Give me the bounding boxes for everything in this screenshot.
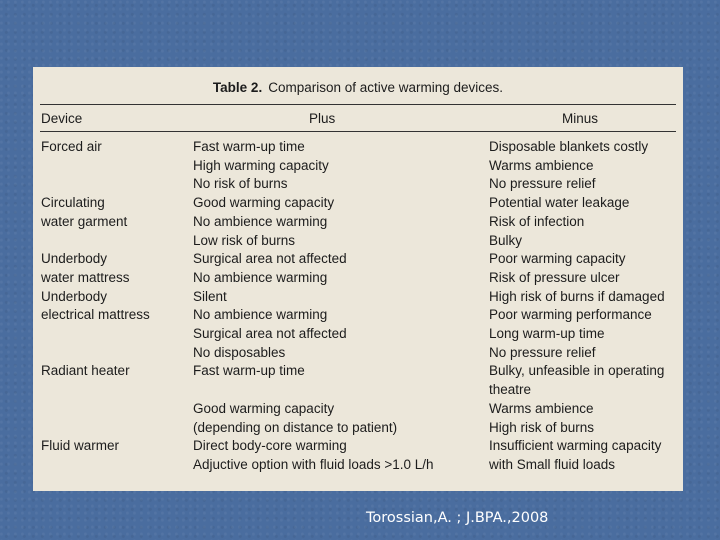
- minus-cell: High risk of burns: [489, 419, 595, 435]
- plus-cell: No ambience warming: [193, 269, 328, 285]
- plus-cell: Good warming capacity: [193, 195, 335, 211]
- plus-cell: Surgical area not affected: [193, 326, 347, 341]
- table-label: Table 2.: [212, 80, 263, 95]
- minus-cell: Warms ambience: [489, 157, 594, 173]
- plus-cell: Surgical area not affected: [193, 251, 347, 267]
- minus-cell: High risk of burns if damaged: [489, 288, 665, 304]
- device-cell: water mattress: [41, 269, 130, 285]
- device-cell: Radiant heater: [41, 363, 130, 379]
- minus-cell: Poor warming performance: [489, 307, 652, 323]
- header-plus: Plus: [309, 111, 336, 126]
- header-device: Device: [41, 111, 83, 126]
- device-cell: Fluid warmer: [41, 438, 120, 454]
- comparison-table: [33, 67, 683, 491]
- minus-cell: Risk of pressure ulcer: [489, 269, 620, 285]
- minus-cell: No pressure relief: [489, 176, 596, 192]
- plus-cell: Fast warm-up time: [193, 363, 305, 379]
- device-cell: electrical mattress: [41, 307, 150, 323]
- minus-cell: No pressure relief: [489, 344, 596, 360]
- plus-cell: (depending on distance to patient): [193, 419, 398, 435]
- plus-cell: Fast warm-up time: [193, 139, 305, 154]
- minus-cell: Bulky, unfeasible in operating: [489, 363, 665, 379]
- header-rule: [40, 131, 676, 132]
- table-title: [33, 80, 683, 95]
- plus-cell: High warming capacity: [193, 157, 329, 173]
- device-cell: Underbody: [41, 288, 108, 304]
- plus-cell: Good warming capacity: [193, 400, 335, 416]
- minus-cell: theatre: [489, 382, 532, 398]
- minus-cell: Poor warming capacity: [489, 251, 626, 267]
- device-cell: Circulating: [41, 195, 105, 211]
- top-rule: [40, 104, 676, 105]
- plus-cell: Direct body-core warming: [193, 438, 347, 454]
- plus-cell: Adjuctive option with fluid loads >1.0 L/h: [193, 456, 434, 472]
- plus-cell: No ambience warming: [193, 213, 328, 229]
- device-cell: water garment: [41, 213, 128, 229]
- citation: Torossian,A. ; J.BPA.,2008: [366, 510, 549, 526]
- minus-cell: Insufficient warming capacity: [489, 438, 662, 454]
- minus-cell: Disposable blankets costly: [489, 139, 649, 154]
- device-cell: Forced air: [41, 139, 102, 154]
- plus-cell: Low risk of burns: [193, 232, 296, 248]
- plus-cell: No ambience warming: [193, 307, 328, 323]
- header-minus: Minus: [562, 111, 599, 126]
- minus-cell: Warms ambience: [489, 400, 594, 416]
- plus-cell: No disposables: [193, 344, 286, 360]
- minus-cell: Potential water leakage: [489, 195, 630, 211]
- minus-cell: Bulky: [489, 232, 523, 248]
- minus-cell: Risk of infection: [489, 213, 585, 229]
- minus-cell: Long warm-up time: [489, 326, 605, 341]
- table-caption: Comparison of active warming devices.: [268, 80, 504, 95]
- device-cell: Underbody: [41, 251, 108, 267]
- plus-cell: No risk of burns: [193, 176, 288, 192]
- plus-cell: Silent: [193, 288, 227, 304]
- minus-cell: with Small fluid loads: [489, 456, 616, 472]
